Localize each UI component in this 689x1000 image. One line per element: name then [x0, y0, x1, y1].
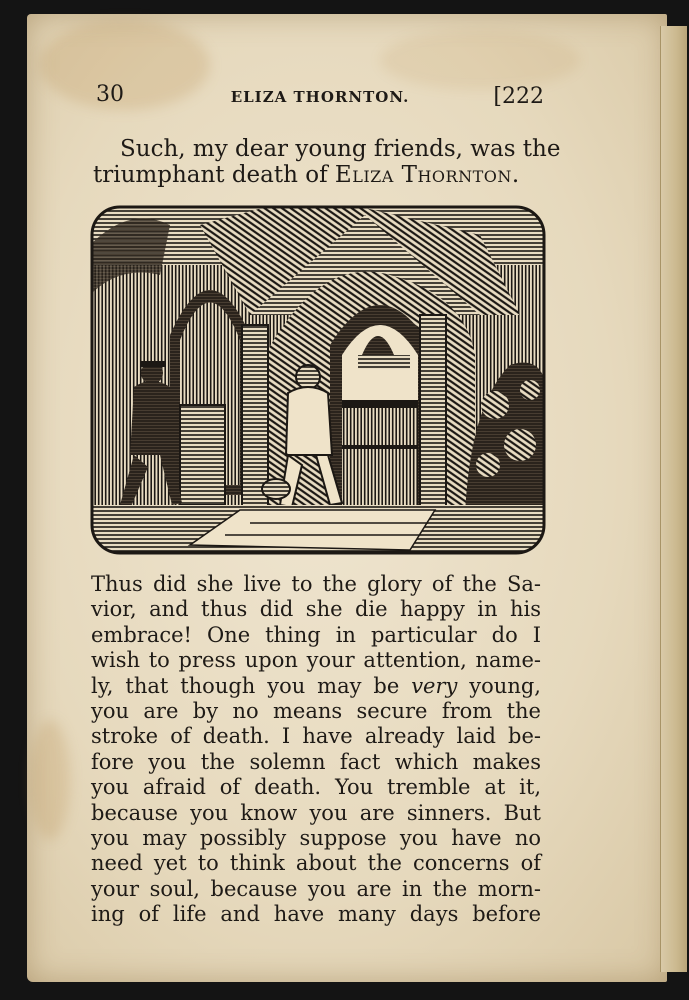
opening-sentence — [93, 136, 561, 188]
text-line: because you know you are sinners. But — [91, 800, 541, 825]
heroine-name: Eliza Thornton. — [334, 162, 520, 188]
running-header — [96, 82, 544, 112]
text-line: you are by no means secure from the — [91, 699, 541, 724]
body-paragraph — [91, 572, 541, 928]
text-line: you may possibly suppose you have no — [91, 826, 541, 851]
text-fragment: triumphant death of — [93, 162, 328, 188]
text-line: Such, my dear young friends, was the — [120, 136, 561, 162]
text-line: ing of life and have many days before — [91, 902, 541, 927]
text-line: your soul, because you are in the morn- — [91, 876, 541, 901]
text-line: need yet to think about the concerns of — [91, 851, 541, 876]
text-line: fore you the solemn fact which makes — [91, 749, 541, 774]
text-line: wish to press upon your attention, name- — [91, 648, 541, 673]
text-fragment: ly, that though you may be — [91, 673, 400, 698]
age-stain — [30, 720, 70, 840]
page-number: 30 — [96, 82, 124, 107]
text-line — [91, 674, 541, 699]
text-line: embrace! One thing in particular do I — [91, 622, 541, 647]
text-line: Thus did she live to the glory of the Sa- — [91, 572, 541, 596]
facing-page-edge — [660, 26, 687, 972]
text-line — [93, 162, 545, 188]
age-stain — [380, 30, 580, 90]
text-fragment: young, — [457, 673, 541, 698]
running-title: ELIZA THORNTON. — [230, 88, 410, 106]
text-line: vior, and thus did she die happy in his — [91, 597, 541, 622]
signature-number: [222 — [493, 84, 544, 109]
woodcut-church-porch-illustration — [90, 205, 546, 557]
text-line: you afraid of death. You tremble at it, — [91, 775, 541, 800]
emphasized-word: very — [411, 673, 458, 698]
text-line: stroke of death. I have already laid be- — [91, 724, 541, 749]
